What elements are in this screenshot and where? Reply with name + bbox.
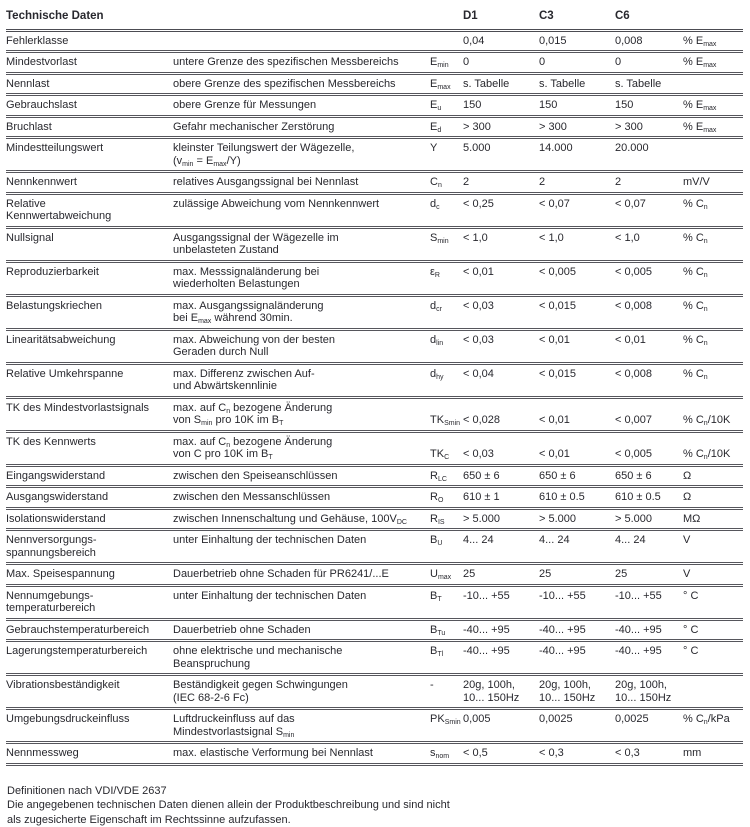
header-spacer-symbol (430, 8, 463, 30)
unit-cell: % $E_{max}$ (683, 116, 743, 138)
table-row (6, 261, 743, 295)
param-cell: Max. Speisespannung (6, 564, 173, 586)
value-cell-c6: > 300 (615, 116, 683, 138)
description-cell: obere Grenze des spezifischen Messbereichs (173, 73, 430, 95)
value-cell-c3: 0,015 (539, 30, 615, 52)
value-cell-c3: < 0,01 (539, 431, 615, 465)
table-row (6, 709, 743, 743)
param-cell: Relative Umkehrspanne (6, 363, 173, 397)
unit-cell (683, 73, 743, 95)
footnote-line: Definitionen nach VDI/VDE 2637 (7, 784, 743, 799)
value-cell-c3: < 0,015 (539, 363, 615, 397)
value-cell-c3: 650 ± 6 (539, 465, 615, 487)
value-cell-c3: < 0,07 (539, 193, 615, 227)
value-cell-c3: < 0,3 (539, 743, 615, 765)
column-header-c3: C3 (539, 8, 615, 30)
description-cell: kleinster Teilungswert der Wägezelle, $(v_{min} = E_{max}/Y)$ (173, 138, 430, 172)
value-cell-c3: > 300 (539, 116, 615, 138)
table-row (6, 95, 743, 117)
value-cell-c3: 610 ± 0.5 (539, 487, 615, 509)
param-cell: Nennversorgungs- spannungsbereich (6, 530, 173, 564)
param-cell: TK des Mindestvorlastsignals (6, 397, 173, 431)
unit-cell: mV/V (683, 172, 743, 194)
description-cell: ohne elektrische und mechanische Beanspruchung (173, 641, 430, 675)
unit-cell (683, 675, 743, 709)
value-cell-c6: 650 ± 6 (615, 465, 683, 487)
param-cell: Bruchlast (6, 116, 173, 138)
value-cell-d1: s. Tabelle (463, 73, 539, 95)
value-cell-c6: < 0,07 (615, 193, 683, 227)
description-cell: max. Messsignaländerung bei wiederholten Belastungen (173, 261, 430, 295)
value-cell-d1: < 0,01 (463, 261, 539, 295)
header-spacer-desc (173, 8, 430, 30)
value-cell-c3: 20g, 100h, 10... 150Hz (539, 675, 615, 709)
unit-cell: % $C_n$ (683, 227, 743, 261)
value-cell-c6: 2 (615, 172, 683, 194)
footnote-line: als zugesicherte Eigenschaft im Rechtssinne aufzufassen. (7, 813, 743, 827)
unit-cell: % $C_n/10K$ (683, 431, 743, 465)
table-row (6, 619, 743, 641)
value-cell-c6: 0 (615, 52, 683, 74)
value-cell-d1: -40... +95 (463, 641, 539, 675)
value-cell-c3: -40... +95 (539, 619, 615, 641)
table-row (6, 397, 743, 431)
unit-cell: % $E_{max}$ (683, 95, 743, 117)
description-cell: zwischen den Messanschlüssen (173, 487, 430, 509)
description-cell: max. Ausgangssignaländerung bei $E_{max}$ während 30min. (173, 295, 430, 329)
value-cell-c6: > 5.000 (615, 508, 683, 530)
symbol-cell: $PK_{Smin}$ (430, 709, 463, 743)
column-header-d1: D1 (463, 8, 539, 30)
symbol-cell: $R_{IS}$ (430, 508, 463, 530)
param-cell: Mindestvorlast (6, 52, 173, 74)
value-cell-c3: 25 (539, 564, 615, 586)
param-cell: Gebrauchslast (6, 95, 173, 117)
table-row (6, 73, 743, 95)
value-cell-c6: -10... +55 (615, 585, 683, 619)
param-cell: Vibrationsbeständigkeit (6, 675, 173, 709)
table-row (6, 52, 743, 74)
footnote-line: Die angegebenen technischen Daten dienen allein der Produktbeschreibung und sind nicht (7, 798, 743, 813)
unit-cell: ° C (683, 641, 743, 675)
table-row (6, 172, 743, 194)
value-cell-d1: 5.000 (463, 138, 539, 172)
description-cell: zulässige Abweichung vom Nennkennwert (173, 193, 430, 227)
unit-cell: % $C_n$ (683, 329, 743, 363)
symbol-cell: $E_d$ (430, 116, 463, 138)
unit-cell: MΩ (683, 508, 743, 530)
symbol-cell: $TK_C$ (430, 431, 463, 465)
value-cell-d1: 20g, 100h, 10... 150Hz (463, 675, 539, 709)
unit-cell: % $C_n$/kPa (683, 709, 743, 743)
value-cell-c3: < 0,015 (539, 295, 615, 329)
symbol-cell: $d_{lin}$ (430, 329, 463, 363)
param-cell: Linearitätsabweichung (6, 329, 173, 363)
param-cell: Ausgangswiderstand (6, 487, 173, 509)
value-cell-d1: -10... +55 (463, 585, 539, 619)
value-cell-d1: < 0,03 (463, 329, 539, 363)
unit-cell: Ω (683, 465, 743, 487)
value-cell-c3: -10... +55 (539, 585, 615, 619)
value-cell-c6: < 0,005 (615, 431, 683, 465)
value-cell-c6: 150 (615, 95, 683, 117)
param-cell: Nennmessweg (6, 743, 173, 765)
value-cell-c6: < 0,007 (615, 397, 683, 431)
description-cell: unter Einhaltung der technischen Daten (173, 530, 430, 564)
param-cell: Lagerungstemperaturbereich (6, 641, 173, 675)
value-cell-c3: 14.000 (539, 138, 615, 172)
param-cell: Eingangswiderstand (6, 465, 173, 487)
value-cell-d1: < 0,5 (463, 743, 539, 765)
description-cell: zwischen den Speiseanschlüssen (173, 465, 430, 487)
table-row (6, 465, 743, 487)
param-cell: Mindestteilungswert (6, 138, 173, 172)
table-row (6, 363, 743, 397)
value-cell-d1: < 0,04 (463, 363, 539, 397)
description-cell: unter Einhaltung der technischen Daten (173, 585, 430, 619)
value-cell-d1: < 0,03 (463, 295, 539, 329)
value-cell-c3: < 0,01 (539, 397, 615, 431)
value-cell-c3: 150 (539, 95, 615, 117)
value-cell-d1: 2 (463, 172, 539, 194)
value-cell-c6: 20g, 100h, 10... 150Hz (615, 675, 683, 709)
symbol-cell: $R_O$ (430, 487, 463, 509)
table-row (6, 743, 743, 765)
header-spacer-unit (683, 8, 743, 30)
description-cell: max. auf $C_n$ bezogene Änderung von $S_{min}$ pro 10K im $B_T$ (173, 397, 430, 431)
table-row (6, 116, 743, 138)
symbol-cell: $B_T$ (430, 585, 463, 619)
param-cell: Nennumgebungs- temperaturbereich (6, 585, 173, 619)
description-cell: Gefahr mechanischer Zerstörung (173, 116, 430, 138)
value-cell-d1: 0,005 (463, 709, 539, 743)
description-cell: max. elastische Verformung bei Nennlast (173, 743, 430, 765)
value-cell-d1: 0 (463, 52, 539, 74)
symbol-cell: $B_{Tl}$ (430, 641, 463, 675)
value-cell-c3: > 5.000 (539, 508, 615, 530)
table-row (6, 564, 743, 586)
table-row (6, 193, 743, 227)
unit-cell: ° C (683, 619, 743, 641)
description-cell: max. auf $C_n$ bezogene Änderung von C pro 10K im $B_T$ (173, 431, 430, 465)
param-cell: Nullsignal (6, 227, 173, 261)
unit-cell: % $E_{max}$ (683, 30, 743, 52)
unit-cell: % $C_n$ (683, 295, 743, 329)
value-cell-c3: s. Tabelle (539, 73, 615, 95)
value-cell-c3: -40... +95 (539, 641, 615, 675)
value-cell-d1: 610 ± 1 (463, 487, 539, 509)
table-row (6, 641, 743, 675)
table-row (6, 227, 743, 261)
value-cell-c3: < 0,005 (539, 261, 615, 295)
unit-cell: V (683, 530, 743, 564)
symbol-cell (430, 30, 463, 52)
value-cell-c3: 2 (539, 172, 615, 194)
footnotes (6, 784, 743, 827)
description-cell: obere Grenze für Messungen (173, 95, 430, 117)
param-cell: Nennlast (6, 73, 173, 95)
table-title: Technische Daten (6, 8, 173, 30)
description-cell: Beständigkeit gegen Schwingungen (IEC 68-2-6 Fc) (173, 675, 430, 709)
value-cell-c6: -40... +95 (615, 619, 683, 641)
param-cell: TK des Kennwerts (6, 431, 173, 465)
value-cell-c6: 4... 24 (615, 530, 683, 564)
value-cell-c6: < 0,005 (615, 261, 683, 295)
value-cell-d1: < 0,028 (463, 397, 539, 431)
param-cell: Gebrauchstemperaturbereich (6, 619, 173, 641)
value-cell-c3: 0 (539, 52, 615, 74)
unit-cell: mm (683, 743, 743, 765)
description-cell: relatives Ausgangssignal bei Nennlast (173, 172, 430, 194)
value-cell-c6: 25 (615, 564, 683, 586)
table-row (6, 675, 743, 709)
value-cell-d1: < 0,03 (463, 431, 539, 465)
value-cell-c6: 20.000 (615, 138, 683, 172)
value-cell-d1: 0,04 (463, 30, 539, 52)
value-cell-d1: -40... +95 (463, 619, 539, 641)
technical-data-table (6, 8, 743, 766)
unit-cell: Ω (683, 487, 743, 509)
description-cell: max. Abweichung von der besten Geraden durch Null (173, 329, 430, 363)
value-cell-c3: 4... 24 (539, 530, 615, 564)
value-cell-c3: < 0,01 (539, 329, 615, 363)
param-cell: Isolationswiderstand (6, 508, 173, 530)
unit-cell: % $C_n$ (683, 363, 743, 397)
table-row (6, 487, 743, 509)
value-cell-c6: 0,008 (615, 30, 683, 52)
value-cell-c6: < 1,0 (615, 227, 683, 261)
symbol-cell: $U_{max}$ (430, 564, 463, 586)
value-cell-c6: < 0,01 (615, 329, 683, 363)
symbol-cell: $d_{hy}$ (430, 363, 463, 397)
value-cell-d1: 150 (463, 95, 539, 117)
symbol-cell: $B_{Tu}$ (430, 619, 463, 641)
table-row (6, 508, 743, 530)
symbol-cell: $s_{nom}$ (430, 743, 463, 765)
description-cell: Dauerbetrieb ohne Schaden (173, 619, 430, 641)
symbol-cell: $\varepsilon_R$ (430, 261, 463, 295)
symbol-cell: $E_{min}$ (430, 52, 463, 74)
symbol-cell: $d_c$ (430, 193, 463, 227)
symbol-cell: - (430, 675, 463, 709)
unit-cell: % $C_n$ (683, 193, 743, 227)
value-cell-c6: 0,0025 (615, 709, 683, 743)
symbol-cell: $B_U$ (430, 530, 463, 564)
value-cell-c6: < 0,3 (615, 743, 683, 765)
table-row (6, 431, 743, 465)
value-cell-c3: < 1,0 (539, 227, 615, 261)
value-cell-d1: 25 (463, 564, 539, 586)
column-header-c6: C6 (615, 8, 683, 30)
value-cell-d1: < 0,25 (463, 193, 539, 227)
value-cell-c6: 610 ± 0.5 (615, 487, 683, 509)
value-cell-c3: 0,0025 (539, 709, 615, 743)
description-cell: max. Differenz zwischen Auf- und Abwärtskennlinie (173, 363, 430, 397)
symbol-cell: Y (430, 138, 463, 172)
table-row (6, 585, 743, 619)
unit-cell: % $C_n/10K$ (683, 397, 743, 431)
unit-cell: % $C_n$ (683, 261, 743, 295)
table-header-row (6, 8, 743, 30)
symbol-cell: $S_{min}$ (430, 227, 463, 261)
description-cell: Dauerbetrieb ohne Schaden für PR6241/...E (173, 564, 430, 586)
table-row (6, 295, 743, 329)
symbol-cell: $TK_{Smin}$ (430, 397, 463, 431)
value-cell-d1: > 300 (463, 116, 539, 138)
description-cell: zwischen Innenschaltung und Gehäuse, $100V_{DC}$ (173, 508, 430, 530)
table-row (6, 30, 743, 52)
value-cell-d1: 650 ± 6 (463, 465, 539, 487)
param-cell: Umgebungsdruckeinfluss (6, 709, 173, 743)
table-row (6, 329, 743, 363)
param-cell: Reproduzierbarkeit (6, 261, 173, 295)
value-cell-c6: -40... +95 (615, 641, 683, 675)
value-cell-d1: 4... 24 (463, 530, 539, 564)
unit-cell: % $E_{max}$ (683, 52, 743, 74)
value-cell-c6: < 0,008 (615, 363, 683, 397)
unit-cell (683, 138, 743, 172)
symbol-cell: $E_u$ (430, 95, 463, 117)
value-cell-d1: < 1,0 (463, 227, 539, 261)
param-cell: Fehlerklasse (6, 30, 173, 52)
symbol-cell: $d_{cr}$ (430, 295, 463, 329)
table-row (6, 138, 743, 172)
value-cell-d1: > 5.000 (463, 508, 539, 530)
value-cell-c6: < 0,008 (615, 295, 683, 329)
table-row (6, 530, 743, 564)
description-cell: untere Grenze des spezifischen Messbereichs (173, 52, 430, 74)
symbol-cell: $E_{max}$ (430, 73, 463, 95)
table-body (6, 30, 743, 764)
symbol-cell: $R_{LC}$ (430, 465, 463, 487)
value-cell-c6: s. Tabelle (615, 73, 683, 95)
unit-cell: ° C (683, 585, 743, 619)
description-cell: Ausgangssignal der Wägezelle im unbelasteten Zustand (173, 227, 430, 261)
param-cell: Nennkennwert (6, 172, 173, 194)
unit-cell: V (683, 564, 743, 586)
param-cell: Belastungskriechen (6, 295, 173, 329)
description-cell (173, 30, 430, 52)
symbol-cell: $C_n$ (430, 172, 463, 194)
description-cell: Luftdruckeinfluss auf das Mindestvorlastsignal $S_{min}$ (173, 709, 430, 743)
param-cell: Relative Kennwertabweichung (6, 193, 173, 227)
